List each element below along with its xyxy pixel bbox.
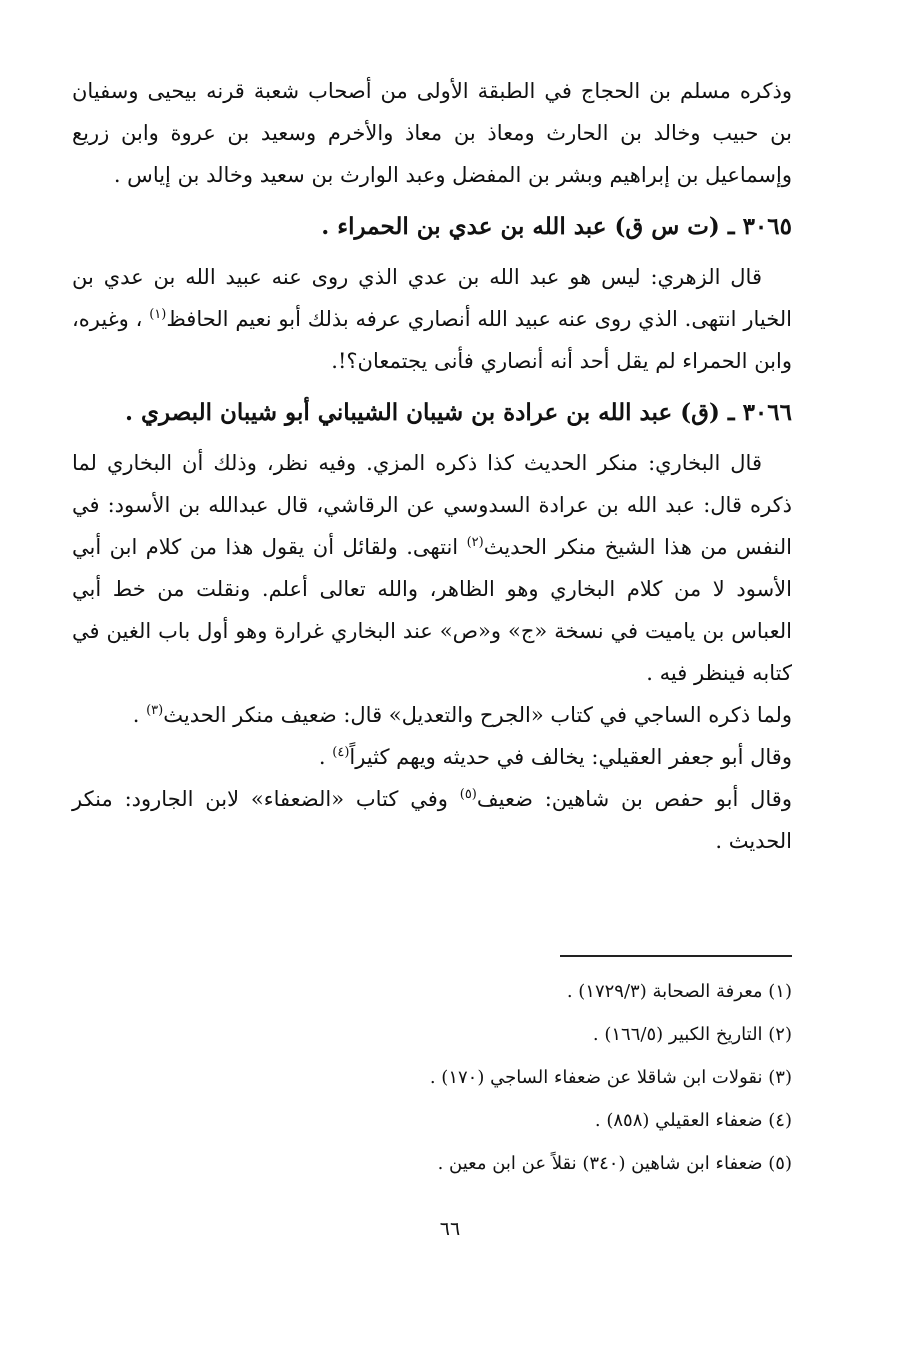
entry-3066-p4-text: وقال أبو حفص بن شاهين: ضعيف bbox=[476, 787, 792, 811]
footnote-ref-1: (١) bbox=[149, 307, 167, 322]
footnote-ref-3: (٣) bbox=[146, 703, 164, 718]
entry-3066-p4-text-end: وفي كتاب «الضعفاء» لابن الجارود: منكر الحديث . bbox=[72, 787, 792, 853]
footnote-item-4: (٤) ضعفاء العقيلي (٨٥٨) . bbox=[594, 1110, 792, 1131]
footnote-divider bbox=[560, 955, 792, 957]
entry-3065-paragraph bbox=[72, 256, 792, 382]
entry-3066-p2-text-end: . bbox=[132, 703, 147, 727]
entry-3066-paragraph-1 bbox=[72, 442, 792, 694]
entry-3066-p1-text-end: انتهى. ولقائل أن يقول هذا من كلام ابن أبي الأسود لا من كلام البخاري وهو الظاهر، والله تعالى أعلم. ونقلت من خط أبي العباس بن ياميت في نسخة «ج» و«ص» عند البخاري غرارة وهو أول باب الغين في كتابه فينظر فيه . bbox=[72, 535, 792, 685]
entry-3066-paragraph-2 bbox=[72, 694, 792, 736]
footnotes-list bbox=[72, 970, 792, 1185]
entry-3066-p2-text: ولما ذكره الساجي في كتاب «الجرح والتعديل» قال: ضعيف منكر الحديث bbox=[163, 703, 792, 727]
entry-3065-text-end: ، وغيره، وابن الحمراء لم يقل أحد أنه أنصاري فأنى يجتمعان؟!. bbox=[72, 307, 792, 373]
entry-3066-paragraph-3 bbox=[72, 736, 792, 778]
entry-3066-p1-text: قال البخاري: منكر الحديث كذا ذكره المزي. وفيه نظر، وذلك أن البخاري لما ذكره قال: عبد الله بن عرادة السدوسي عن الرقاشي، قال عبدالله بن الأسود: في النفس من هذا الشيخ منكر الحديث bbox=[72, 451, 792, 559]
entry-3065-text: قال الزهري: ليس هو عبد الله بن عدي الذي روى عنه عبيد الله بن عدي بن الخيار انتهى. الذي روى عنه عبيد الله أنصاري عرفه بذلك أبو نعيم الحافظ bbox=[72, 265, 792, 331]
footnote-ref-4: (٤) bbox=[332, 745, 350, 760]
entry-3065-heading: ٣٠٦٥ ـ (ت س ق) عبد الله بن عدي بن الحمراء . bbox=[321, 213, 792, 240]
page-body bbox=[72, 70, 792, 862]
entry-3066-paragraph-4 bbox=[72, 778, 792, 862]
entry-3066-heading: ٣٠٦٦ ـ (ق) عبد الله بن عرادة بن شيبان الشيباني أبو شيبان البصري . bbox=[125, 399, 792, 426]
footnote-item-5: (٥) ضعفاء ابن شاهين (٣٤٠) نقلاً عن ابن معين . bbox=[437, 1153, 792, 1174]
entry-3066-p3-text-end: . bbox=[318, 745, 333, 769]
footnote-ref-2: (٢) bbox=[466, 535, 484, 550]
page-number: ٦٦ bbox=[439, 1218, 461, 1240]
entry-3066-p3-text: وقال أبو جعفر العقيلي: يخالف في حديثه ويهم كثيراً bbox=[349, 745, 792, 769]
footnote-item-3: (٣) نقولات ابن شاقلا عن ضعفاء الساجي (١٧٠) . bbox=[429, 1067, 792, 1088]
paragraph-intro: وذكره مسلم بن الحجاج في الطبقة الأولى من أصحاب شعبة قرنه بيحيى وسفيان بن حبيب وخالد بن الحارث ومعاذ بن معاذ والأخرم وسعيد بن عروة وابن زريع وإسماعيل بن إبراهيم وبشر بن المفضل وعبد الوارث بن سعيد وخالد بن إياس . bbox=[72, 79, 793, 187]
footnote-item-2: (٢) التاريخ الكبير (١٦٦/٥) . bbox=[592, 1024, 792, 1045]
footnote-item-1: (١) معرفة الصحابة (١٧٢٩/٣) . bbox=[566, 981, 792, 1002]
footnote-ref-5: (٥) bbox=[459, 787, 477, 802]
